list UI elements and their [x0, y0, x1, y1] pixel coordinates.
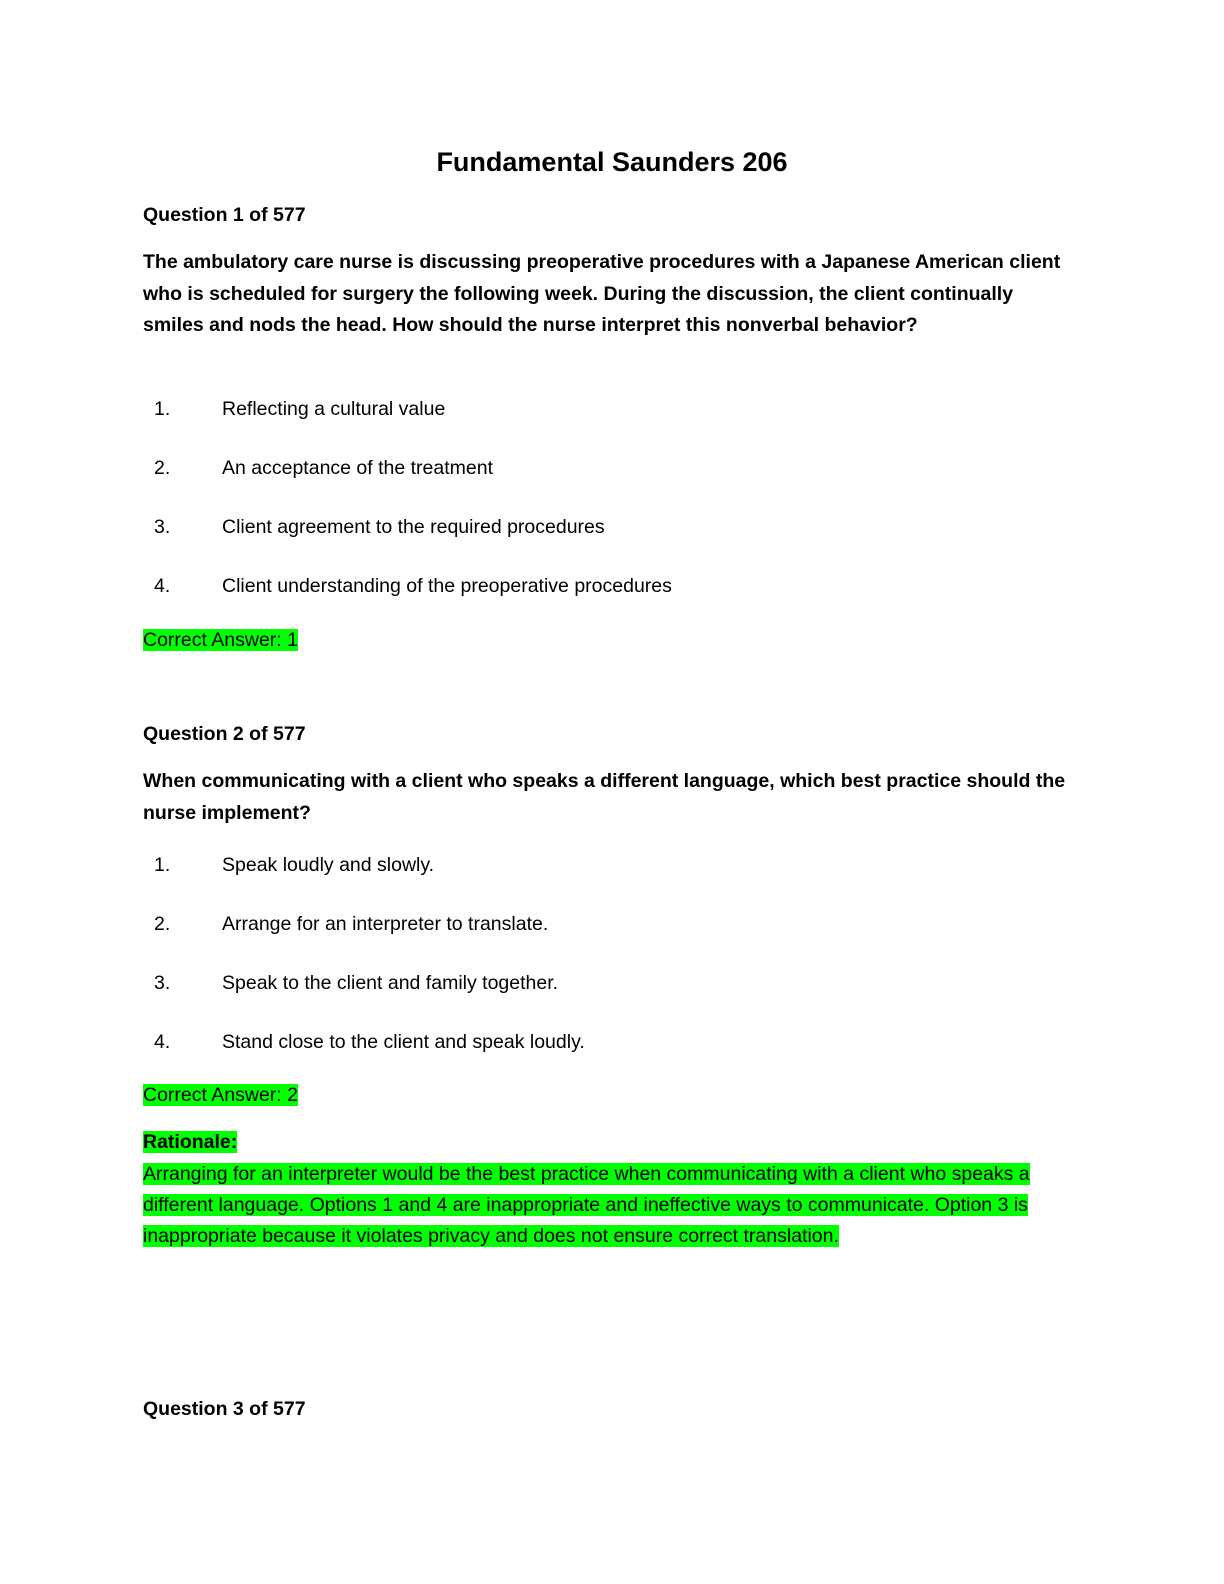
answer-highlight: Correct Answer: 2	[143, 1084, 298, 1106]
option-text: Reflecting a cultural value	[222, 398, 446, 420]
option-number: 3.	[154, 972, 171, 994]
question-3-header: Question 3 of 577	[143, 1398, 306, 1420]
question-2-option-4	[154, 1028, 585, 1056]
option-number: 2.	[154, 913, 171, 935]
rationale-text	[143, 1159, 1083, 1252]
question-1-header: Question 1 of 577	[143, 204, 306, 226]
option-text: An acceptance of the treatment	[222, 457, 494, 479]
option-number: 3.	[154, 516, 171, 538]
option-text: Speak to the client and family together.	[222, 972, 559, 994]
option-number: 1.	[154, 854, 171, 876]
option-number: 2.	[154, 457, 171, 479]
question-1-text: The ambulatory care nurse is discussing preoperative procedures with a Japanese American client who is scheduled for surgery the following week. During the discussion, the client continually smiles and nods the head. How should the nurse interpret this nonverbal behavior?	[143, 251, 1061, 336]
document-title: Fundamental Saunders 206	[436, 147, 788, 177]
rationale-label	[143, 1128, 237, 1156]
option-number: 1.	[154, 398, 171, 420]
question-2-text: When communicating with a client who speaks a different language, which best practice should the nurse implement?	[143, 770, 1066, 824]
question-1-option-3	[154, 513, 605, 541]
option-number: 4.	[154, 1031, 171, 1053]
question-1-option-2	[154, 454, 493, 482]
option-number: 4.	[154, 575, 171, 597]
question-2-header: Question 2 of 577	[143, 723, 306, 745]
option-text: Stand close to the client and speak loudly.	[222, 1031, 585, 1053]
option-text: Speak loudly and slowly.	[222, 854, 435, 876]
question-1-answer	[143, 626, 298, 654]
question-1-option-1	[154, 395, 445, 423]
option-text: Client understanding of the preoperative procedures	[222, 575, 672, 597]
question-2-option-1	[154, 851, 434, 879]
answer-highlight: Correct Answer: 1	[143, 629, 298, 651]
option-text: Client agreement to the required procedures	[222, 516, 605, 538]
question-2-answer	[143, 1081, 298, 1109]
rationale-label-highlight: Rationale:	[143, 1131, 238, 1153]
question-2-option-2	[154, 910, 548, 938]
question-1-option-4	[154, 572, 672, 600]
rationale-highlight: Arranging for an interpreter would be the best practice when communicating with a client who speaks a different language. Options 1 and 4 are inappropriate and ineffective ways to communicate. Option 3 is inappropriate because it violates privacy and does not ensure correct translation.	[143, 1163, 1030, 1247]
question-2-option-3	[154, 969, 558, 997]
option-text: Arrange for an interpreter to translate.	[222, 913, 549, 935]
